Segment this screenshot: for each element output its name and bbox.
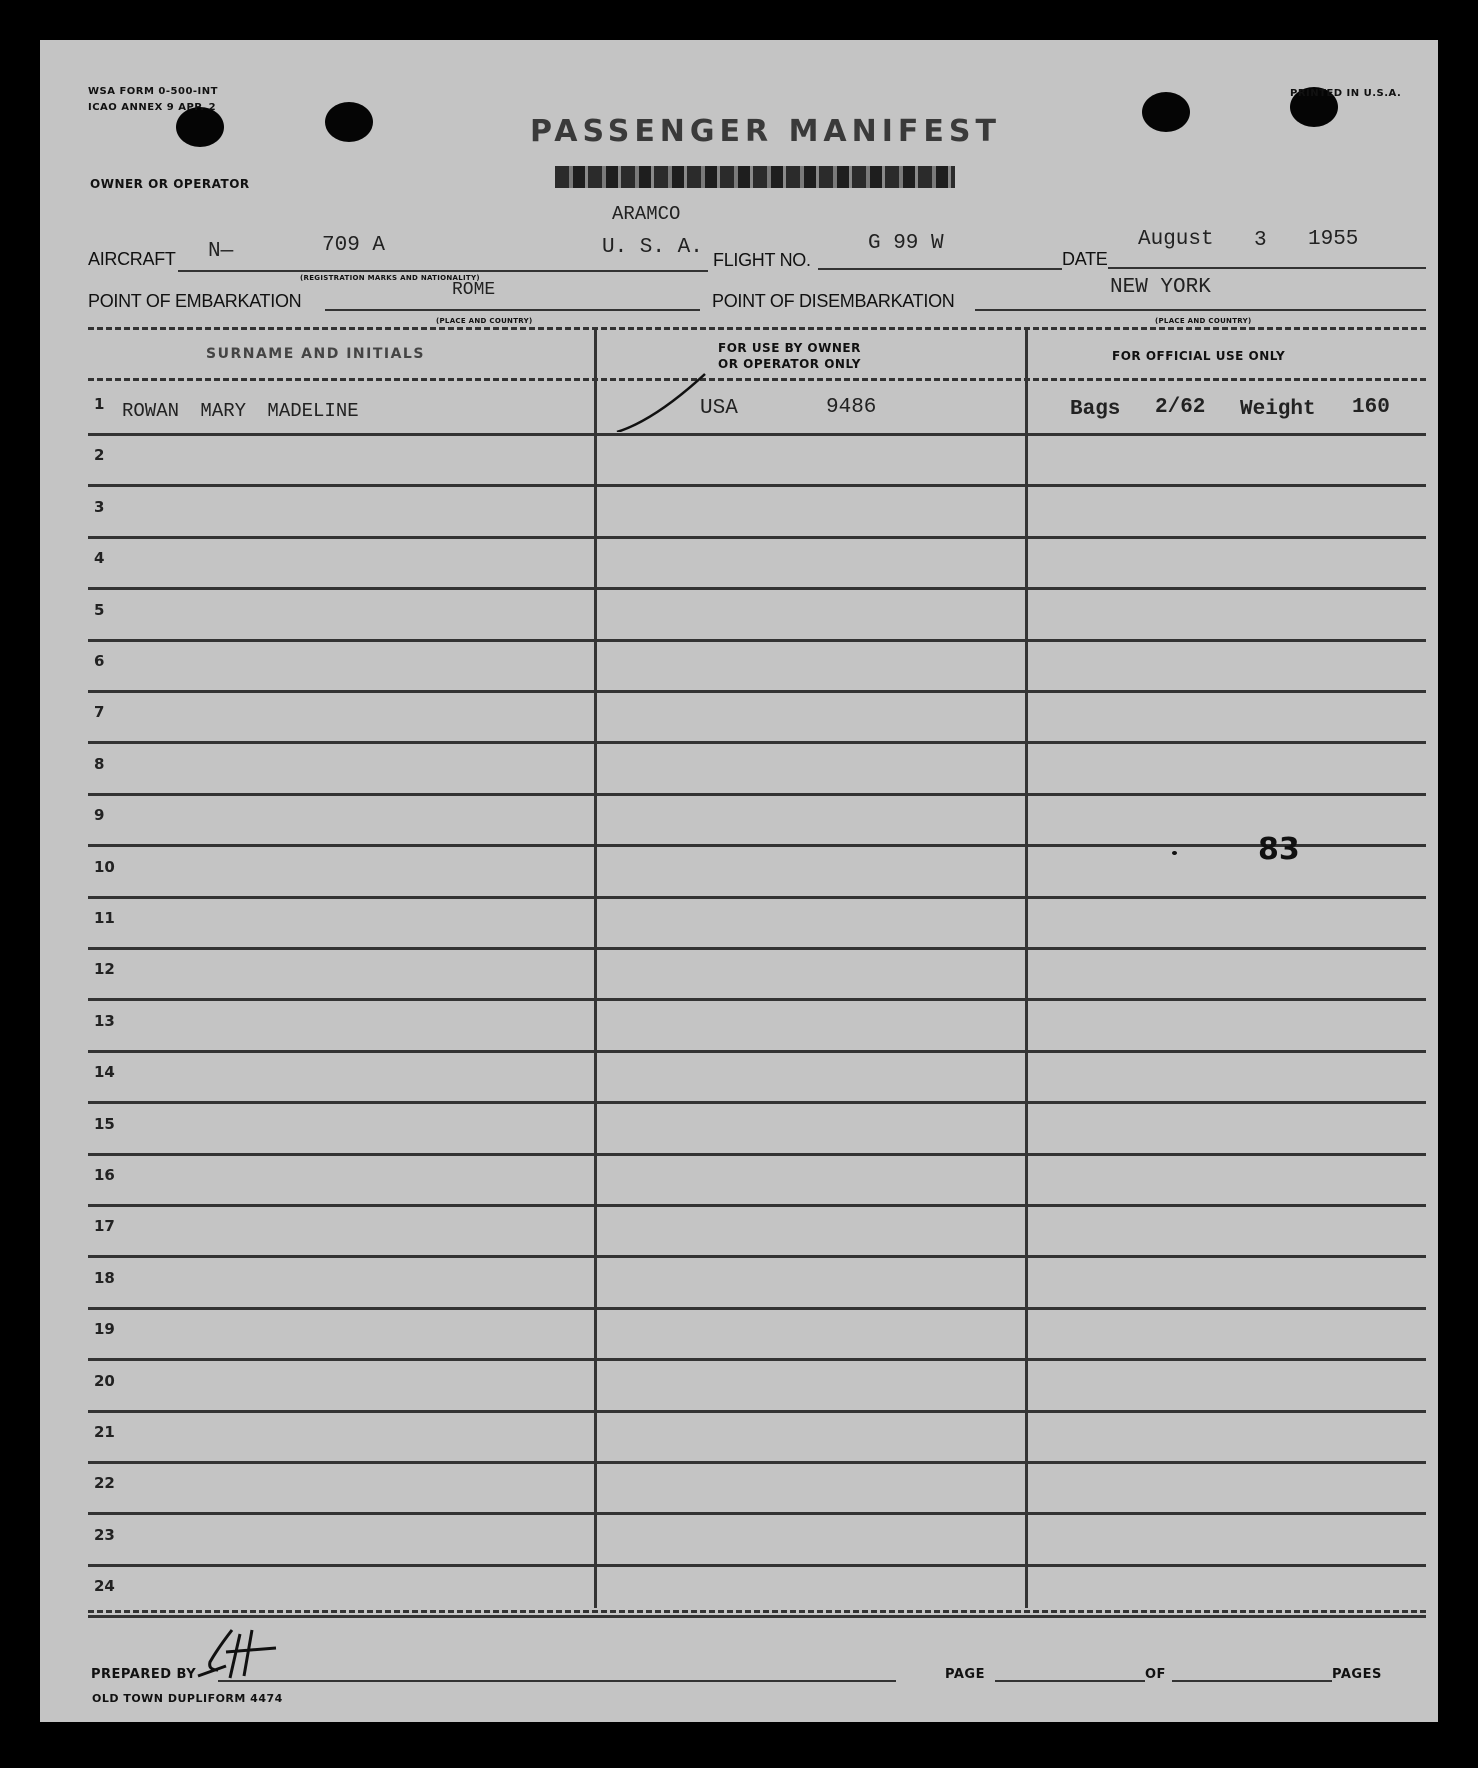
row-number: 10 (94, 858, 115, 876)
passenger-1-number: 9486 (826, 396, 877, 419)
header-rule-top (88, 327, 1426, 330)
passenger-1-weight-label: Weight (1240, 398, 1316, 421)
row-line (88, 844, 1426, 847)
row-line (88, 998, 1426, 1001)
row-number: 19 (94, 1320, 115, 1338)
prepared-by-label: PREPARED BY (91, 1667, 197, 1682)
row-line (88, 1050, 1426, 1053)
embarkation-caption: (PLACE AND COUNTRY) (436, 317, 533, 325)
row-number: 2 (94, 446, 105, 464)
row-number: 15 (94, 1115, 115, 1133)
row-line (88, 1255, 1426, 1258)
row-number: 12 (94, 960, 115, 978)
form-code: OLD TOWN DUPLIFORM 4474 (92, 1692, 283, 1705)
row-number: 16 (94, 1166, 115, 1184)
row-number: 6 (94, 652, 105, 670)
page-title: PASSENGER MANIFEST (530, 114, 1001, 149)
column-header-official: FOR OFFICIAL USE ONLY (1112, 349, 1286, 363)
row-line (88, 1461, 1426, 1464)
row-line (88, 433, 1426, 436)
row-line (88, 1615, 1426, 1618)
row-line (88, 587, 1426, 590)
passenger-1-country: USA (700, 397, 738, 420)
owner-value: ARAMCO (612, 203, 681, 225)
row-number: 23 (94, 1526, 115, 1544)
row-number: 7 (94, 703, 105, 721)
passenger-1-name: ROWAN MARY MADELINE (122, 400, 359, 422)
row-line (88, 1101, 1426, 1104)
date-month: August (1138, 228, 1214, 251)
of-label: OF (1145, 1667, 1166, 1682)
aircraft-label: AIRCRAFT (88, 249, 176, 269)
row-line (88, 793, 1426, 796)
row-10-handwritten-note: 83 (1258, 832, 1300, 867)
punch-hole (1142, 92, 1190, 132)
row-number: 3 (94, 498, 105, 516)
embarkation-value: ROME (452, 280, 496, 300)
row-line (88, 1564, 1426, 1567)
row-line (88, 947, 1426, 950)
row-line (88, 896, 1426, 899)
flight-value: G 99 W (868, 232, 944, 255)
row-number: 13 (94, 1012, 115, 1030)
form-id-line1: WSA FORM 0-500-INT (88, 86, 218, 97)
row-number: 24 (94, 1577, 115, 1595)
column-header-owner-line1: FOR USE BY OWNER (718, 341, 861, 355)
flight-label: FLIGHT NO. (713, 250, 811, 270)
printed-note: PRINTED IN U.S.A. (1290, 88, 1402, 99)
date-year: 1955 (1308, 228, 1359, 251)
row-number: 9 (94, 806, 105, 824)
header-rule-bottom (88, 378, 1426, 381)
column-divider-1 (594, 330, 597, 1608)
row-number: 5 (94, 601, 105, 619)
date-label: DATE (1062, 249, 1108, 269)
aircraft-number: 709 A (322, 234, 386, 257)
row-number: 1 (94, 395, 105, 413)
passenger-1-bags-value: 2/62 (1155, 396, 1206, 419)
row-line (88, 1410, 1426, 1413)
punch-hole (325, 102, 373, 142)
pages-label: PAGES (1332, 1667, 1382, 1682)
column-header-surname: SURNAME AND INITIALS (206, 346, 425, 362)
disembarkation-label: POINT OF DISEMBARKATION (712, 291, 955, 311)
ink-dot (1172, 851, 1177, 855)
row-line (88, 1307, 1426, 1310)
redaction-bar (555, 166, 955, 188)
row-line (88, 484, 1426, 487)
row-number: 4 (94, 549, 105, 567)
disembarkation-caption: (PLACE AND COUNTRY) (1155, 317, 1252, 325)
row-line (88, 1358, 1426, 1361)
passenger-1-bags-label: Bags (1070, 398, 1121, 421)
row-line (88, 1153, 1426, 1156)
signature-initials (196, 1626, 288, 1684)
row-line (88, 1512, 1426, 1515)
row-number: 20 (94, 1372, 115, 1390)
date-day: 3 (1254, 229, 1267, 252)
disembarkation-value: NEW YORK (1110, 276, 1211, 299)
row-line (88, 690, 1426, 693)
owner-label: OWNER OR OPERATOR (90, 177, 250, 191)
row-line (88, 741, 1426, 744)
row-line (88, 639, 1426, 642)
page-label: PAGE (945, 1667, 985, 1682)
row-number: 11 (94, 909, 115, 927)
aircraft-prefix: N— (208, 240, 234, 263)
row-line (88, 1204, 1426, 1207)
punch-hole (176, 107, 224, 147)
embarkation-label: POINT OF EMBARKATION (88, 291, 302, 311)
row-number: 21 (94, 1423, 115, 1441)
footer-rule (88, 1610, 1426, 1613)
row-number: 14 (94, 1063, 115, 1081)
row-number: 8 (94, 755, 105, 773)
column-divider-2 (1025, 330, 1028, 1608)
passenger-1-weight-value: 160 (1352, 396, 1390, 419)
row-line (88, 536, 1426, 539)
form-id-line2: ICAO ANNEX 9 APP. 2 (88, 102, 217, 113)
row-number: 22 (94, 1474, 115, 1492)
aircraft-caption: (REGISTRATION MARKS AND NATIONALITY) (300, 274, 480, 282)
row-number: 18 (94, 1269, 115, 1287)
column-header-owner-line2: OR OPERATOR ONLY (718, 357, 861, 371)
row-number: 17 (94, 1217, 115, 1235)
aircraft-nationality: U. S. A. (602, 236, 703, 259)
